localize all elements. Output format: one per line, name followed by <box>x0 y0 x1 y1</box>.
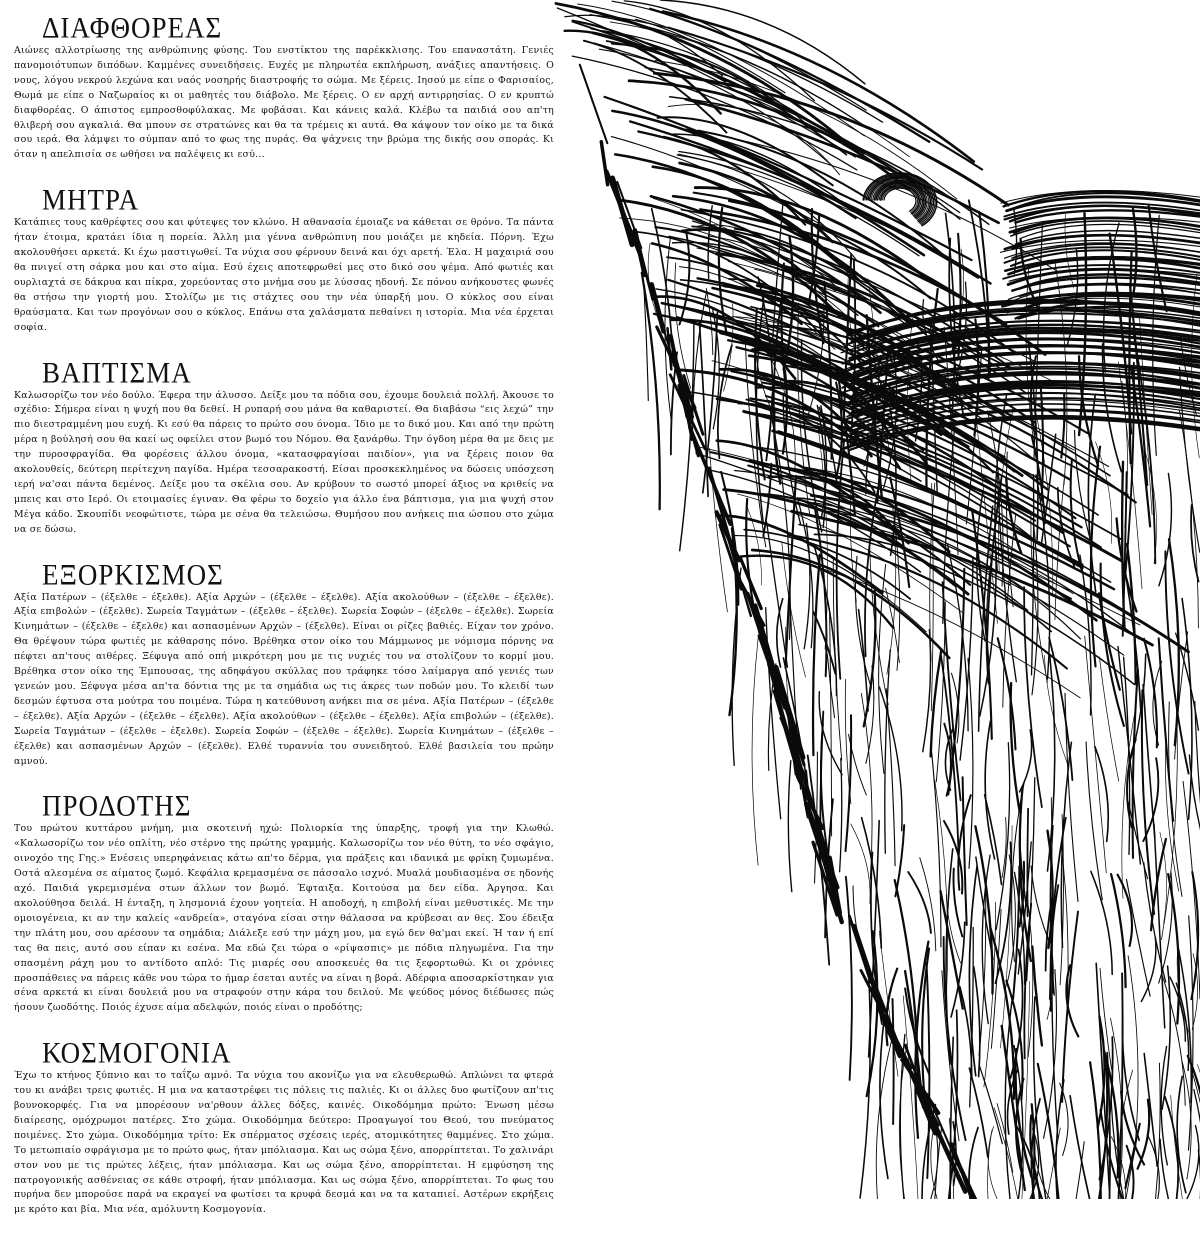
section-title: ΒΑΠΤΙΣΜΑ <box>42 355 192 389</box>
section-body: Αιώνες αλλοτρίωσης της ανθρώπινης φύσης. Του ενστίκτου της παρέκκλισης. Του επαναστάτη. Γενιές πανομοιότυπων διπόδων. Καμμένες συνειδήσεις. Ευχές με πληρωτέα εκπλήρωση, ανάξιες απαντήσεις. Ο νους, λόγου νεκρού λεχώνα και ναός νοσηρής διαστροφής το σώμα. Με ξέρεις. Ιησού με είπε ο Φαρισαίος, Θωμά με είπε ο Ναζωραίος κι οι μαθητές του διάβολο. Με ξέρεις. Ο εν αρχή αντιρρησίας. Ο εν κρυπτώ διαφθορέας. Ο άπιστος εμπροσθοφύλακας. Με φοβάσαι. Και κάνεις καλά. Κλέβω τα παιδιά σου απ'τη θλιβερή σου αγκαλιά. Θα μπουν σε στρατώνες και θα τα τρέμεις κι αυτά. Θα κάψουν τον οίκο με τα δικά σου ιερά. Θα λάμψει το σύμπαν από το φως της πυράς. Θα ψάχνεις την βρώμα της δικής σου σποράς. Κι όταν η απελπισία σε ωθήσει να παλέψεις κι εσύ... <box>14 45 554 161</box>
lyrics-column <box>14 10 554 1237</box>
section-body: Έχω το κτήνος ξύπνιο και το ταΐζω αμνό. Τα νύχια του ακονίζω για να ελευθερωθώ. Απλώνει τα φτερά του κι ανάβει τρεις φωτιές. Η μια να καταστρέφει τις πόλεις τις παλιές. Κι οι άλλες δυο φωτίζουν απ'τις βουνοκορφές. Για να μπορέσουν να'ρθουν άλλες δόξες, καινές. Οικοδόμημα πρώτο: Ένωση μέσω διαίρεσης, ομόχρωμοι πατέρες. Στο χώμα. Οικοδόμημα δεύτερο: Προαγωγοί του Θεού, του πνεύματος ποιμένες. Στο χώμα. Οικοδόμημα τρίτο: Εκ σπέρματος σχέσεις ιερές, ατομικότητες θαμμένες. Στο χώμα. Το μετωπιαίο σφράγισμα με το πρώτο φως, ήταν μπόλιασμα. Και ως σώμα ξένο, απορρίπτεται. Το χαλινάρι στον νου με τις πρώτες λέξεις, ήταν μπόλιασμα. Και ως σώμα ξένο, απορρίπτεται. Η εμφύσηση της πατρογονικής ασθένειας σε κάθε στροφή, ήταν μπόλιασμα. Και ως σώμα ξένο, απορρίπτεται. Το φως του πυρήνα δεν μπορούσε παρά να εκραγεί να φωτίσει τα κρυφά δεσμά και να τα καταπιεί. Αστέρων εκρήξεις με κρότο και βία. Μια νέα, αμόλυντη Κοσμογονία. <box>14 1070 554 1216</box>
section-title: ΔΙΑΦΘΟΡΕΑΣ <box>42 11 223 45</box>
section-exorkismos <box>14 557 554 770</box>
section-vaptisma <box>14 355 554 538</box>
section-kosmogonia <box>14 1035 554 1218</box>
section-prodotis <box>14 788 554 1016</box>
section-title: ΠΡΟΔΟΤΗΣ <box>42 789 192 823</box>
section-mitra <box>14 182 554 335</box>
section-title: ΕΞΟΡΚΙΣΜΟΣ <box>42 557 224 591</box>
ink-drawing-face-icon <box>520 0 1200 1199</box>
section-body: Αξία Πατέρων – (έξελθε – έξελθε). Αξία Αρχών – (έξελθε – έξελθε). Αξία ακολούθων – (έξελθε – έξελθε). Αξία επιβολών – (έξελθε). Σωρεία Ταγμάτων – (έξελθε – έξελθε). Σωρεία Σοφών – (έξελθε – έξελθε). Σωρεία Κινημάτων – (έξελθε – έξελθε) και ασπασμένων Αρχών – (έξελθε). Είναι οι ρίζες βαθιές. Είχαν τον χρόνο. Θα θρέψουν τώρα φωτιές με κάθαρσης πόνο. Βρέθηκα στον οίκο του Μάμμωνος με νόμισμα πόρνης να πέφτει απ'τους αιθέρες. Ξέφυγα από οπή μικρότερη μου με τις νυχιές του να στολίζουν το κορμί μου. Βρέθηκα στον οίκο της Έμπουσας, της αδηφάγου σκύλλας που τράφηκε τόσο λαίμαργα από γενιές των γενεών μου. Ξέφυγα μέσα απ'τα δόντια της με τα σημάδια ως τις άκρες των ποδών μου. Το κλειδί των δεσμών έφτυσα στα μούτρα του ποιμένα. Τώρα η κατεύθυνση ανήκει πια σε μένα. Αξία Πατέρων – (έξελθε – έξελθε). Αξία Αρχών – (έξελθε – έξελθε). Αξία ακολούθων – (έξελθε – έξελθε). Αξία επιβολών – (έξελθε). Σωρεία Ταγμάτων – (έξελθε – έξελθε). Σωρεία Σοφών – (έξελθε – έξελθε). Σωρεία Κινημάτων – (έξελθε – έξελθε) και ασπασμένων Αρχών – (έξελθε). Ελθέ τυραννία του συνειδητού. Ελθέ βασιλεία του πρώην αμνού. <box>14 591 554 767</box>
section-diafthoreas <box>14 10 554 163</box>
section-body: Κατάπιες τους καθρέφτες σου και φύτεψες τον κλώνο. Η αθανασία έμοιαζε να κάθεται σε θρόνο. Τα πάντα ήταν έτοιμα, κρατάει ίδια η πορεία. Άλλη μια γέννα ανθρώπινη που μοιάζει με κηδεία. Πόρνη. Έχω ακολουθήσει αρκετά. Κι έχω μαστιγωθεί. Τα νύχια σου φέρνουν δεινά και όχι αρετή. Έλα. Η μαχαιριά σου θα πνιγεί στη σάρκα μου και στο αίμα. Εσύ έχεις αποτεφρωθεί μες στο δικό σου ψέμα. Από φωτιές και ουρλιαχτά σε δάκρυα και πίκρα, χορεύοντας στο μνήμα σου με λύσσας ηδονή. Σε πόνου ανήκουστες φωνές θα στήσω την γιορτή μου. Στολίζω με τις στάχτες σου την νέα ύπαρξή μου. Ο κύκλος σου είναι θραύσματα. Και των προγόνων σου ο κύκλος. Επάνω στα χαλάσματα πεθαίνει η ιστορία. Μια νέα έρχεται σοφία. <box>14 217 554 333</box>
section-title: ΚΟΣΜΟΓΟΝΙΑ <box>42 1036 232 1070</box>
section-body: Του πρώτου κυττάρου μνήμη, μια σκοτεινή ηχώ: Πολιορκία της ύπαρξης, τροφή για την Κλωθώ. «Καλωσορίζω τον νέο οπλίτη, νέο στέρνο της πρώτης γραμμής. Καλωσορίζω τον νέο θύτη, το νέο σφάγιο, οινοχόο της Γης.» Ενέσεις υπερηφάνειας κάτω απ'το δέρμα, για πράξεις και ιδανικά με φρίκη ζυμωμένα. Οστά αλεσμένα σε αίματος ζωμό. Κεφάλια κρεμασμένα σε πάσσαλο ισχνό. Μυαλά μουδιασμένα σε ηδονής αχό. Παιδιά γκρεμισμένα στων άλλων τον βωμό. Έφταιξα. Κοιτούσα μα δεν είδα. Άργησα. Και ακολούθησα δειλά. Η ένταξη, η λησμονιά έχουν γοητεία. Η αποδοχή, η επιβολή είναι μεθυστικές. Με την ομοιογένεια, κι αν την καλείς «ανδρεία», σταγόνα είσαι στην θάλασσα να κρύβεσαι αν θες. Σου έδειξα την πλάτη μου, σου αρέσουν τα σημάδια; Διάλεξε εσύ την μάχη μου, μα εγώ δεν θα'μαι εκεί. Ή ταν ή επί τας θα πεις, αυτό σου είπαν κι εσένα. Μα εδώ ζει τώρα ο «ρίψασπις» με πόδια πληγωμένα. Για την σπασμένη ράχη μου το αντίδοτο απλό: Τις μιαρές σου αποσκευές θα τις ξεφορτωθώ. Κι οι χρόνιες προσπάθειες να πάρεις κάθε νου τώρα το ήμαρ έσεται αυτές να είναι η βορά. Αδέρφια αποσαρκίστηκαν για σένα αρκετά κι είναι δουλειά μου να στραφούν στην κάρα του δειλού. Με ψεύδος μόνος διέδωσες πώς ήσουν ζωοδότης. Ποιός έχυσε αίμα αδελφών, ποιός είναι ο προδότης; <box>14 823 554 1014</box>
section-title: ΜΗΤΡΑ <box>42 183 140 217</box>
section-body: Καλωσορίζω τον νέο δούλο. Έφερα την άλυσσο. Δείξε μου τα πόδια σου, έχουμε δουλειά πολλή. Άκουσε το σχέδιο: Σήμερα είναι η ψυχή που θα δεθεί. Η ρυπαρή σου μάνα θα καθαριστεί. Θα διαβάσω “εις λεχώ” την πιο διεστραμμένη μου ευχή. Κι εσύ θα πάρεις το πρώτο σου όνομα. Ίδιο με το δικό μου. Και από την πρώτη μέρα η βούλησή σου θα καεί ως οφείλει στον βωμό του Νόμου. Θα ξανάρθω. Την όγδοη μέρα θα με δεις με την πυροσφραγίδα. Θα φορέσεις άλλου όνομα, «κατασφραγίσαι παιδίον», για να ξέρεις ποιον θα ακολουθείς, δεύτερη περίτεχνη παγίδα. Ημέρα τεσσαρακοστή. Είσαι προσκεκλημένος να δώσεις υπόσχεση ιερή να'σαι πάντα δεμένος. Δείξε μου τα σκέλια σου. Αν κρύβουν το σωστό μπορεί άξιος να κριθείς να μπεις και στο Ιερό. Οι ετοιμασίες έγιναν. Θα φέρω το δοχείο για άλλο ένα βάπτισμα, για μια ψυχή στον Μέγα κάδο. Σκουπίδι νεοφώτιστε, τώρα με σένα θα τελειώσω. Θυμήσου που ανήκεις πια ώσπου στο χώμα να σε δώσω. <box>14 389 554 535</box>
